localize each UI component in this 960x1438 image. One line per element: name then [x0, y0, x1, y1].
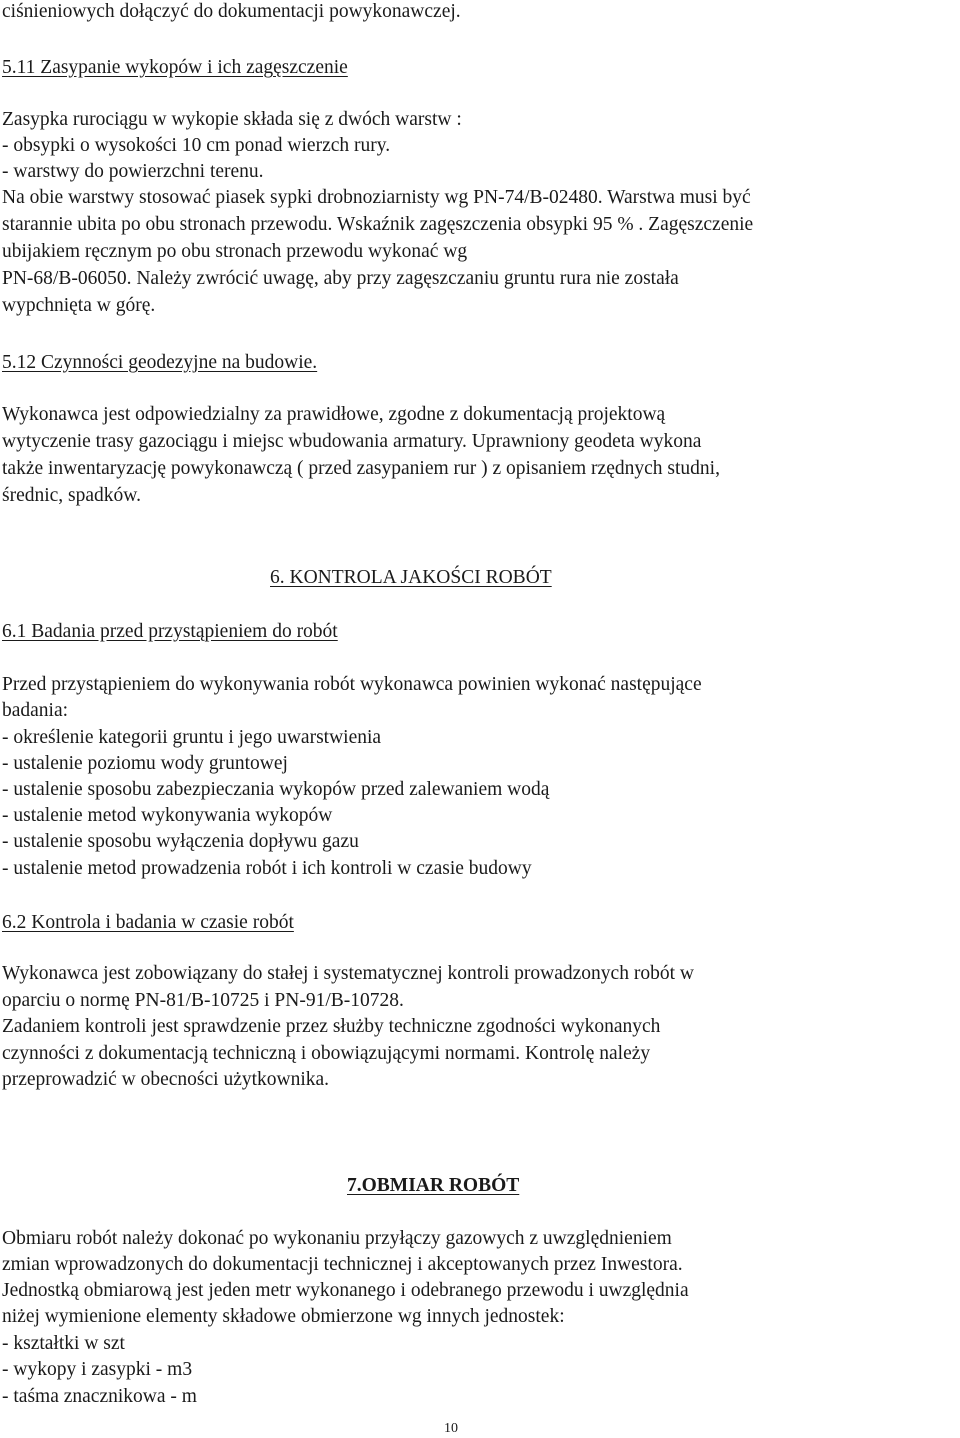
- section-title-6-1: 6.1 Badania przed przystąpieniem do robót: [2, 621, 338, 642]
- text-line: niżej wymienione elementy składowe obmierzone wg innych jednostek:: [2, 1306, 565, 1327]
- list-item: - taśma znacznikowa - m: [2, 1386, 197, 1407]
- list-item: - wykopy i zasypki - m3: [2, 1359, 193, 1380]
- text-line: PN-68/B-06050. Należy zwrócić uwagę, aby przy zagęszczaniu gruntu rura nie została: [2, 268, 679, 289]
- text-line: Zadaniem kontroli jest sprawdzenie przez służby techniczne zgodności wykonanych: [2, 1016, 661, 1037]
- text-line: ciśnieniowych dołączyć do dokumentacji powykonawczej.: [2, 1, 461, 22]
- section-title-5-12: 5.12 Czynności geodezyjne na budowie.: [2, 352, 318, 373]
- section-title-6-2: 6.2 Kontrola i badania w czasie robót: [2, 912, 294, 933]
- text-line: Wykonawca jest odpowiedzialny za prawidłowe, zgodne z dokumentacją projektową: [2, 404, 666, 425]
- section-title-5-11: 5.11 Zasypanie wykopów i ich zagęszczenie: [2, 57, 348, 78]
- text-line: Obmiaru robót należy dokonać po wykonaniu przyłączy gazowych z uwzględnieniem: [2, 1228, 672, 1249]
- chapter-title-6: 6. KONTROLA JAKOŚCI ROBÓT: [270, 567, 552, 588]
- list-item: - ustalenie sposobu wyłączenia dopływu gazu: [2, 831, 359, 852]
- text-line: badania:: [2, 700, 69, 721]
- page-number: 10: [444, 1421, 458, 1436]
- text-line: oparciu o normę PN-81/B-10725 i PN-91/B-10728.: [2, 990, 404, 1011]
- text-line: ubijakiem ręcznym po obu stronach przewodu wykonać wg: [2, 241, 468, 262]
- list-item: - określenie kategorii gruntu i jego uwarstwienia: [2, 727, 382, 748]
- list-item: - ustalenie metod prowadzenia robót i ich kontroli w czasie budowy: [2, 858, 532, 879]
- text-line: wytyczenie trasy gazociągu i miejsc wbudowania armatury. Uprawniony geodeta wykona: [2, 431, 702, 452]
- text-line: przeprowadzić w obecności użytkownika.: [2, 1069, 330, 1090]
- text-line: wypchnięta w górę.: [2, 295, 156, 316]
- list-item: - ustalenie metod wykonywania wykopów: [2, 805, 333, 826]
- text-line: średnic, spadków.: [2, 485, 141, 506]
- chapter-title-7: 7.OBMIAR ROBÓT: [347, 1175, 520, 1196]
- text-line: czynności z dokumentacją techniczną i obowiązującymi normami. Kontrolę należy: [2, 1043, 651, 1064]
- list-item: - ustalenie sposobu zabezpieczania wykopów przed zalewaniem wodą: [2, 779, 550, 800]
- list-item: - ustalenie poziomu wody gruntowej: [2, 753, 288, 774]
- text-line: Na obie warstwy stosować piasek sypki drobnoziarnisty wg PN-74/B-02480. Warstwa musi być: [2, 187, 751, 208]
- text-line: starannie ubita po obu stronach przewodu. Wskaźnik zagęszczenia obsypki 95 % . Zagęszczenie: [2, 214, 754, 235]
- text-line: Przed przystąpieniem do wykonywania robót wykonawca powinien wykonać następujące: [2, 674, 702, 695]
- text-line: zmian wprowadzonych do dokumentacji technicznej i akceptowanych przez Inwestora.: [2, 1254, 683, 1275]
- text-line: Jednostką obmiarową jest jeden metr wykonanego i odebranego przewodu i uwzględnia: [2, 1280, 689, 1301]
- text-line: Wykonawca jest zobowiązany do stałej i systematycznej kontroli prowadzonych robót w: [2, 963, 694, 984]
- text-line: - warstwy do powierzchni terenu.: [2, 161, 264, 182]
- text-line: także inwentaryzację powykonawczą ( przed zasypaniem rur ) z opisaniem rzędnych studni,: [2, 458, 720, 479]
- text-line: Zasypka rurociągu w wykopie składa się z dwóch warstw :: [2, 109, 462, 130]
- list-item: - kształtki w szt: [2, 1333, 125, 1354]
- text-line: - obsypki o wysokości 10 cm ponad wierzch rury.: [2, 135, 391, 156]
